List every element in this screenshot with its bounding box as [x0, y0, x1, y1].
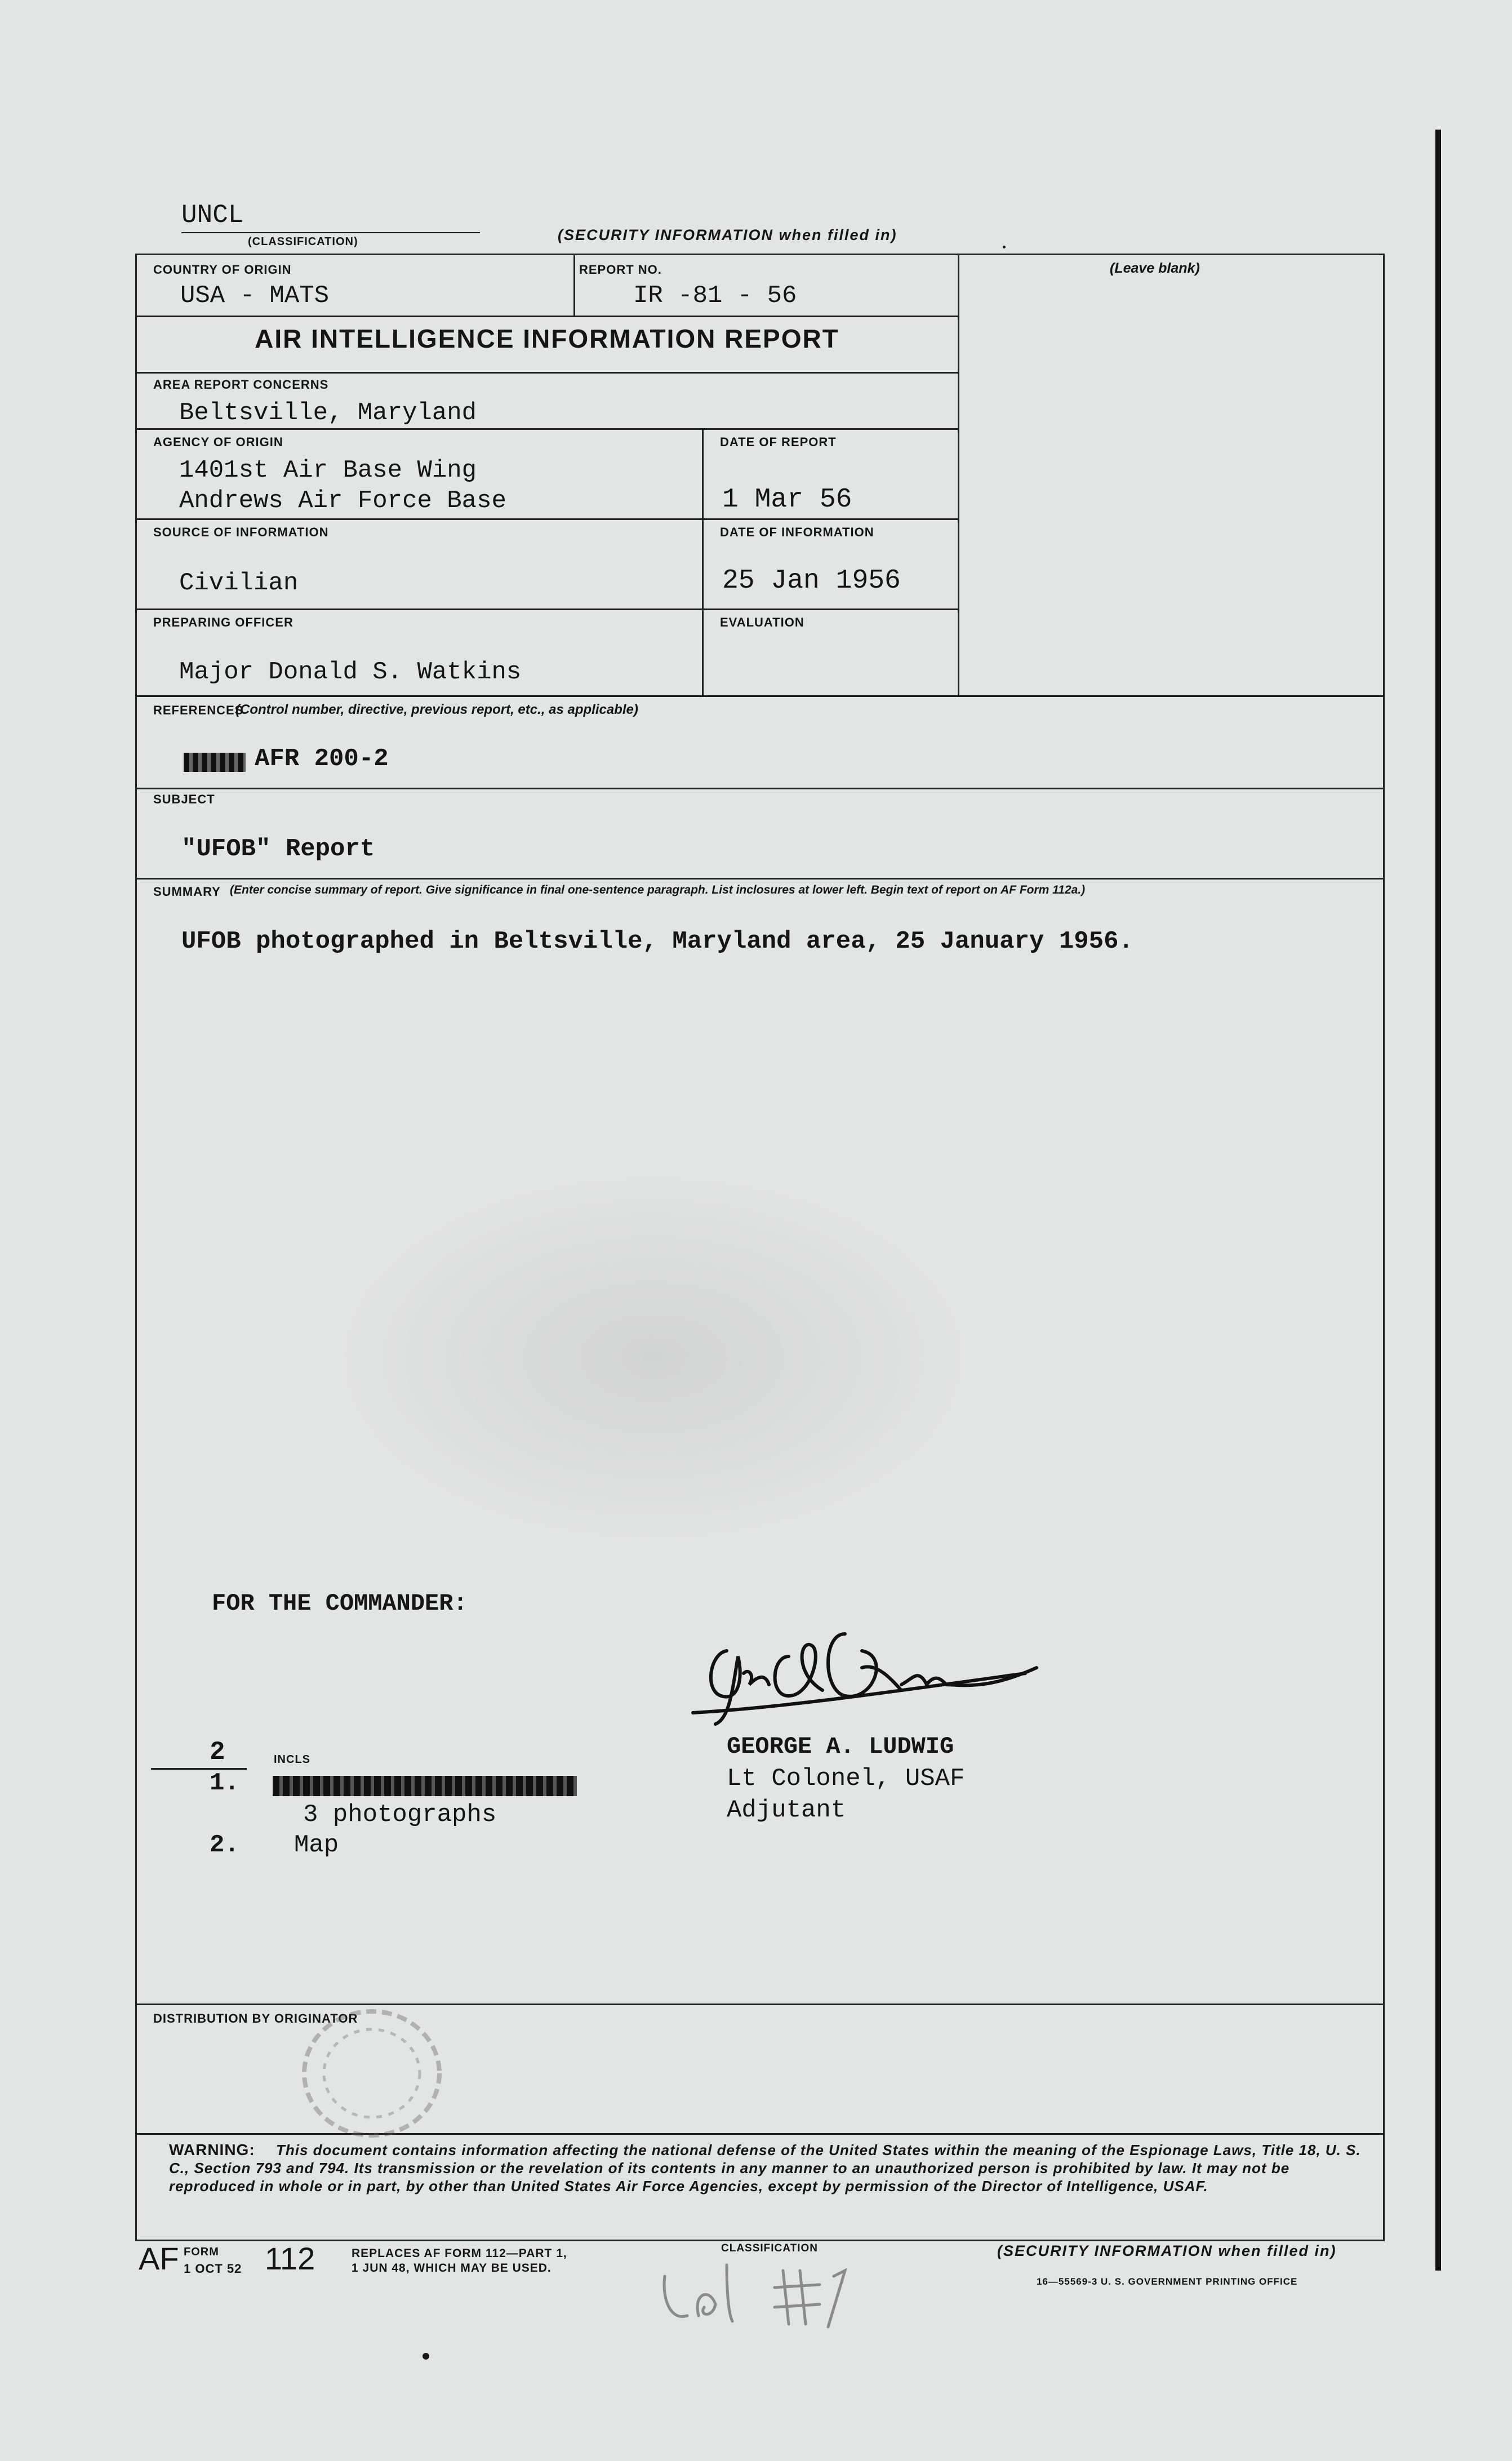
date-report-label: DATE OF REPORT — [720, 435, 837, 449]
row-line-1 — [135, 316, 959, 317]
security-note-top: (SECURITY INFORMATION when filled in) — [558, 226, 897, 243]
row-line-2 — [135, 372, 959, 374]
date-column-divider — [702, 428, 704, 696]
preparing-value: Major Donald S. Watkins — [179, 658, 522, 686]
references-strikeout — [184, 753, 246, 772]
leave-blank-note: (Leave blank) — [1110, 260, 1200, 276]
printing-office: 16—55569-3 U. S. GOVERNMENT PRINTING OFFICE — [1037, 2276, 1298, 2287]
row-line-5 — [135, 608, 959, 610]
references-value: AFR 200-2 — [255, 745, 389, 773]
report-no-label: REPORT NO. — [579, 263, 662, 277]
evaluation-label: EVALUATION — [720, 615, 804, 629]
classification-underline — [181, 232, 480, 233]
incl-count: 2 — [210, 1738, 225, 1767]
subject-bottom-line — [135, 878, 1383, 879]
leave-blank-divider — [958, 254, 959, 696]
subject-label: SUBJECT — [153, 792, 215, 806]
incl-2-value: Map — [294, 1831, 339, 1859]
country-value: USA - MATS — [180, 282, 330, 310]
distribution-label: DISTRIBUTION BY ORIGINATOR — [153, 2011, 358, 2025]
summary-label: SUMMARY — [153, 885, 221, 899]
signer-rank: Lt Colonel, USAF — [727, 1765, 965, 1793]
leave-blank-bottom — [958, 695, 1383, 697]
form-word: FORM — [184, 2246, 219, 2258]
date-info-label: DATE OF INFORMATION — [720, 525, 874, 539]
right-edge-bar — [1435, 130, 1441, 2271]
agency-line2: Andrews Air Force Base — [179, 487, 506, 515]
af-mark: AF — [139, 2241, 179, 2276]
country-label: COUNTRY OF ORIGIN — [153, 263, 292, 277]
references-bottom-line — [135, 788, 1383, 789]
warning-text: This document contains information affecting the national defense of the United States within the meaning of the Espionage Laws, Title 18, U. S. C., Section 793 and 794. Its transmission or the revelation of its contents in any manner to an unauthorized person is prohibited by law. It may not be reproduced in whole or in part, by other than United States Air Force Agencies, except by permission of the Director of Intelligence, USAF. — [169, 2142, 1361, 2195]
form-title: AIR INTELLIGENCE INFORMATION REPORT — [255, 324, 839, 353]
signer-title: Adjutant — [727, 1796, 846, 1824]
subject-value: "UFOB" Report — [181, 835, 375, 863]
agency-line1: 1401st Air Base Wing — [179, 456, 477, 485]
signature — [676, 1623, 1048, 1747]
row-line-6 — [135, 695, 959, 697]
form-date: 1 OCT 52 — [184, 2262, 242, 2276]
handwritten-incl-note — [659, 2254, 862, 2333]
row-line-4 — [135, 518, 959, 520]
preparing-label: PREPARING OFFICER — [153, 615, 293, 629]
report-no-value: IR -81 - 56 — [633, 282, 797, 310]
source-value: Civilian — [179, 569, 299, 597]
replaces-line2: 1 JUN 48, WHICH MAY BE USED. — [352, 2262, 552, 2275]
area-label: AREA REPORT CONCERNS — [153, 377, 329, 392]
row-line-3 — [135, 428, 959, 430]
classification-label: (CLASSIFICATION) — [248, 236, 358, 248]
references-note: (Control number, directive, previous report, etc., as applicable) — [235, 702, 638, 717]
source-label: SOURCE OF INFORMATION — [153, 525, 329, 539]
for-the-commander: FOR THE COMMANDER: — [212, 1590, 468, 1617]
date-report-value: 1 Mar 56 — [722, 485, 852, 515]
references-label: REFERENCES — [153, 703, 244, 717]
speck — [1003, 246, 1006, 248]
summary-value: UFOB photographed in Beltsville, Maryland area, 25 January 1956. — [181, 927, 1133, 956]
faded-stamp — [293, 1994, 451, 2152]
incl-1-num: 1. — [210, 1769, 239, 1797]
form-outline — [135, 254, 1385, 2241]
classification-value: UNCL — [181, 201, 244, 230]
replaces-line1: REPLACES AF FORM 112—PART 1, — [352, 2247, 567, 2260]
form-number: 112 — [265, 2241, 315, 2276]
incl-1-strikeout — [273, 1776, 577, 1796]
area-value: Beltsville, Maryland — [179, 399, 477, 427]
footer-classification-label: CLASSIFICATION — [721, 2242, 818, 2254]
summary-note: (Enter concise summary of report. Give significance in final one-sentence paragraph. List inclosures at lower left. Begin text of report on AF Form 112a.) — [230, 883, 1086, 896]
incl-2-num: 2. — [210, 1831, 239, 1859]
warning-label: WARNING: — [169, 2141, 255, 2158]
signer-name: GEORGE A. LUDWIG — [727, 1733, 954, 1760]
incl-1-value: 3 photographs — [303, 1801, 497, 1829]
report-no-divider — [573, 254, 575, 317]
security-note-bottom: (SECURITY INFORMATION when filled in) — [997, 2242, 1337, 2259]
incl-label: INCLS — [274, 1753, 310, 1766]
agency-label: AGENCY OF ORIGIN — [153, 435, 283, 449]
speck — [423, 2353, 429, 2360]
date-info-value: 25 Jan 1956 — [722, 566, 901, 596]
